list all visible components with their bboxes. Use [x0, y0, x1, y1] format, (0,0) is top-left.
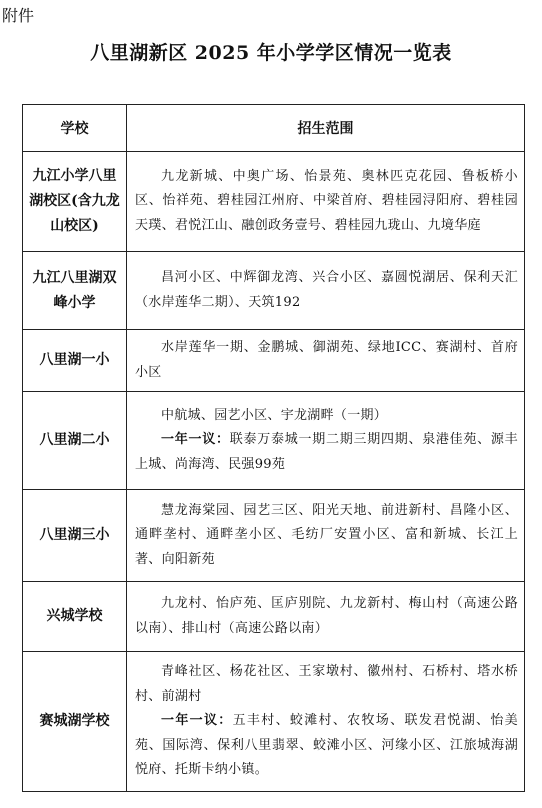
scope-text: 中航城、园艺小区、宇龙湖畔（一期） [161, 407, 388, 423]
school-name-cell: 兴城学校 [23, 582, 127, 652]
attachment-label: 附件 [2, 6, 35, 25]
scope-text: 九龙新城、中奥广场、怡景苑、奥林匹克花园、鲁板桥小区、怡祥苑、碧桂园江州府、中梁首府、碧桂园浔阳府、碧桂园天璞、君悦江山、融创政务壹号、碧桂园九珑山、九境华庭 [135, 168, 518, 233]
scope-text: 水岸莲华一期、金鹏城、御湖苑、绿地ICC、赛湖村、首府小区 [135, 340, 518, 380]
scope-text: 青峰社区、杨花社区、王家墩村、徽州村、石桥村、塔水桥村、前湖村 [135, 664, 518, 704]
annual-review-text [135, 709, 518, 783]
school-district-table [22, 104, 525, 792]
table-row [23, 392, 525, 490]
annual-review-label: 一年一议： [161, 713, 233, 729]
enrollment-scope-cell [127, 252, 525, 330]
annual-review-scope: 联泰万泰城一期二期三期四期、泉港佳苑、源丰上城、尚海湾、民强99苑 [135, 432, 518, 472]
enrollment-scope-cell [127, 652, 525, 792]
table-header-row [23, 105, 525, 152]
table-row [23, 582, 525, 652]
school-name-cell: 赛城湖学校 [23, 652, 127, 792]
table-row [23, 152, 525, 252]
enrollment-scope-cell [127, 582, 525, 652]
table-row [23, 330, 525, 392]
enrollment-scope-cell [127, 392, 525, 490]
annual-review-label: 一年一议： [161, 432, 230, 448]
school-name-cell: 八里湖三小 [23, 490, 127, 582]
annual-review-text [135, 428, 518, 477]
table-row [23, 490, 525, 582]
school-name-cell: 九江小学八里湖校区(含九龙山校区) [23, 152, 127, 252]
enrollment-scope-cell [127, 152, 525, 252]
enrollment-scope-cell [127, 330, 525, 392]
scope-text: 慧龙海棠园、园艺三区、阳光天地、前进新村、昌隆小区、通畔垄村、通畔垄小区、毛纺厂安置小区、富和新城、长江上著、向阳新苑 [135, 502, 518, 567]
scope-text: 九龙村、怡庐苑、匡庐别院、九龙新村、梅山村（高速公路以南）、排山村（高速公路以南） [135, 596, 518, 636]
column-header-scope: 招生范围 [127, 105, 525, 152]
enrollment-scope-cell [127, 490, 525, 582]
table-row [23, 652, 525, 792]
table-row [23, 252, 525, 330]
school-name-cell: 八里湖一小 [23, 330, 127, 392]
school-name-cell: 九江八里湖双峰小学 [23, 252, 127, 330]
school-name-cell: 八里湖二小 [23, 392, 127, 490]
scope-text: 昌河小区、中辉御龙湾、兴合小区、嘉圆悦湖居、保利天汇（水岸莲华二期）、天筑192 [135, 270, 518, 310]
column-header-school: 学校 [23, 105, 127, 152]
page-title: 八里湖新区 2025 年小学学区情况一览表 [90, 42, 452, 64]
annual-review-scope: 五丰村、蛟滩村、农牧场、联发君悦湖、怡美苑、国际湾、保利八里翡翠、蛟滩小区、河缘小区、江旅城海湖悦府、托斯卡纳小镇。 [135, 713, 518, 778]
